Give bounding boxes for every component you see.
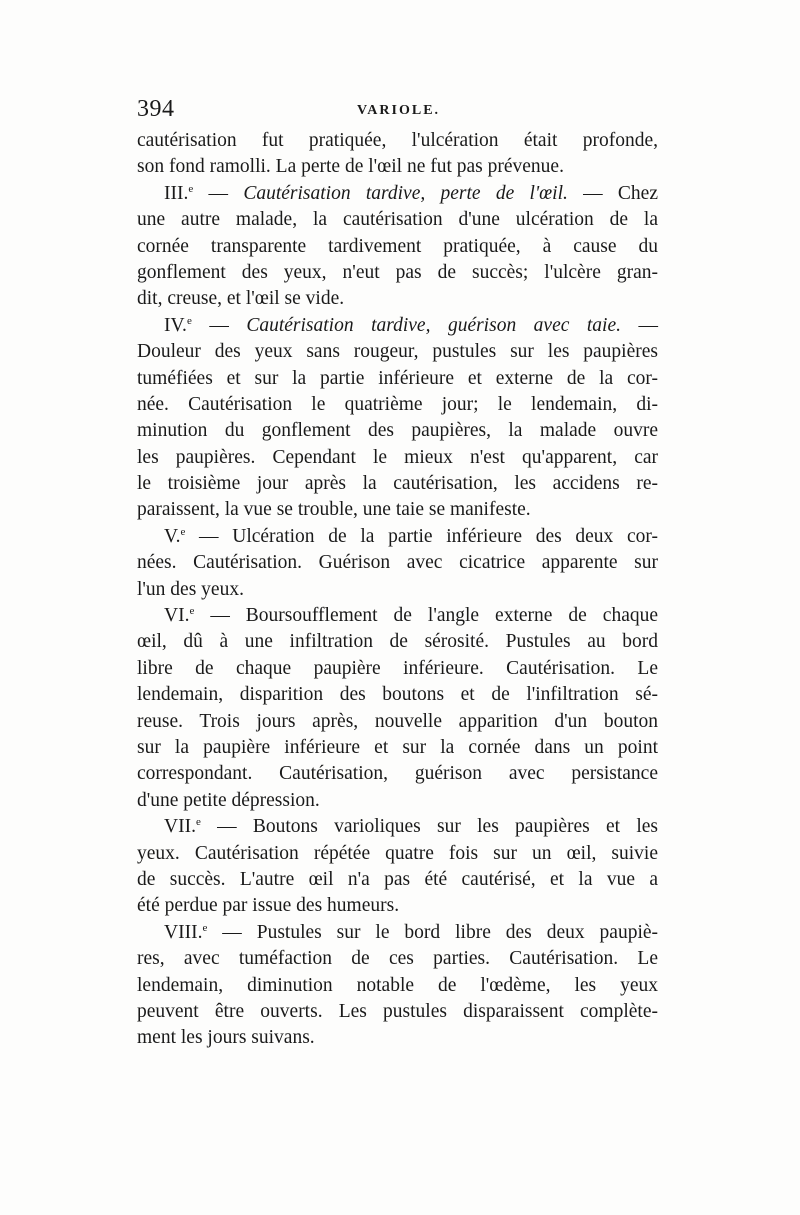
case-number: VIII. [164,921,203,943]
case-heading-line [137,181,658,207]
dash: — [194,605,246,627]
heading-rest: Ulcération de la partie inférieure des deux cor- [232,525,659,547]
case-heading-line [137,313,658,339]
text-line: une autre malade, la cautérisation d'une ulcération de la [137,209,658,231]
case-heading-line [137,524,658,550]
ordinal-mark: e [180,525,186,538]
case-number: VII. [164,816,196,838]
heading-rest: Pustules sur le bord libre des deux paupiè- [256,921,659,943]
case-paragraph-7 [137,814,658,920]
text-line: cornée transparente tardivement pratiquée, à cause du [137,235,658,257]
ordinal-mark: e [195,816,201,829]
case-paragraph-6 [137,603,658,814]
heading-rest: — [621,314,659,336]
body-text [137,128,658,1052]
ordinal-mark: e [186,314,192,327]
text-line: cautérisation fut pratiquée, l'ulcération était profonde, [137,130,658,151]
case-paragraph-4 [137,313,658,524]
text-line: née. Cautérisation le quatrième jour; le lendemain, di- [137,393,658,415]
case-number: V. [164,525,181,547]
text-line: ment les jours suivans. [137,1027,315,1049]
page-number: 394 [137,96,175,122]
text-line: paraissent, la vue se trouble, une taie se manifeste. [137,499,531,521]
page-header [137,96,658,126]
text-line: res, avec tuméfaction de ces parties. Cautérisation. Le [137,948,658,970]
text-line: nées. Cautérisation. Guérison avec cicatrice apparente sur [137,552,658,574]
text-line: l'un des yeux. [137,578,244,600]
case-paragraph-8 [137,920,658,1052]
case-number: IV. [164,314,187,336]
dash: — [207,921,257,943]
text-line: Douleur des yeux sans rougeur, pustules sur les paupières [137,341,658,363]
text-line: œil, dû à une infiltration de sérosité. Pustules au bord [137,631,658,653]
text-line: yeux. Cautérisation répétée quatre fois sur un œil, suivie [137,842,658,864]
text-line: reuse. Trois jours après, nouvelle apparition d'un bouton [137,710,658,732]
case-heading-line [137,814,658,840]
dash: — [191,314,247,336]
text-line: lendemain, diminution notable de l'œdème, les yeux [137,974,658,996]
case-paragraph-5 [137,524,658,603]
paragraph-continuation [137,128,658,181]
text-line: d'une petite dépression. [137,789,320,811]
text-line: gonflement des yeux, n'eut pas de succès; l'ulcère gran- [137,261,658,283]
text-line: été perdue par issue des humeurs. [137,895,400,917]
text-line: minution du gonflement des paupières, la malade ouvre [137,420,658,442]
dash: — [200,816,253,838]
text-line: libre de chaque paupière inférieure. Cautérisation. Le [137,657,658,679]
case-heading-line [137,603,658,629]
text-line: les paupières. Cependant le mieux n'est qu'apparent, car [137,446,658,468]
text-line: de succès. L'autre œil n'a pas été cautérisé, et la vue a [137,868,658,890]
text-line: le troisième jour après la cautérisation, les accidens re- [137,473,658,495]
heading-rest: — Chez [567,182,658,204]
case-heading-line [137,920,658,946]
case-number: III. [164,182,189,204]
case-title: Cautérisation tardive, guérison avec taie. [246,314,622,336]
text-line: lendemain, disparition des boutons et de l'infiltration sé- [137,684,658,706]
heading-rest: Boutons varioliques sur les paupières et les [252,816,658,838]
running-head: VARIOLE. [357,103,441,118]
text-line: correspondant. Cautérisation, guérison avec persistance [137,763,658,785]
ordinal-mark: e [202,921,208,934]
heading-rest: Boursoufflement de l'angle externe de chaque [245,605,658,627]
text-line: peuvent être ouverts. Les pustules disparaissent complète- [137,1000,658,1022]
text-line: tuméfiées et sur la partie inférieure et externe de la cor- [137,367,658,389]
case-title: Cautérisation tardive, perte de l'œil. [243,182,568,204]
text-line: son fond ramolli. La perte de l'œil ne fut pas prévenue. [137,156,564,178]
case-paragraph-3 [137,181,658,313]
ordinal-mark: e [188,182,194,195]
dash: — [185,525,233,547]
text-line: dit, creuse, et l'œil se vide. [137,288,345,310]
text-line: sur la paupière inférieure et sur la cornée dans un point [137,736,658,758]
dash: — [193,182,244,204]
case-number: VI. [164,605,190,627]
ordinal-mark: e [189,605,195,618]
